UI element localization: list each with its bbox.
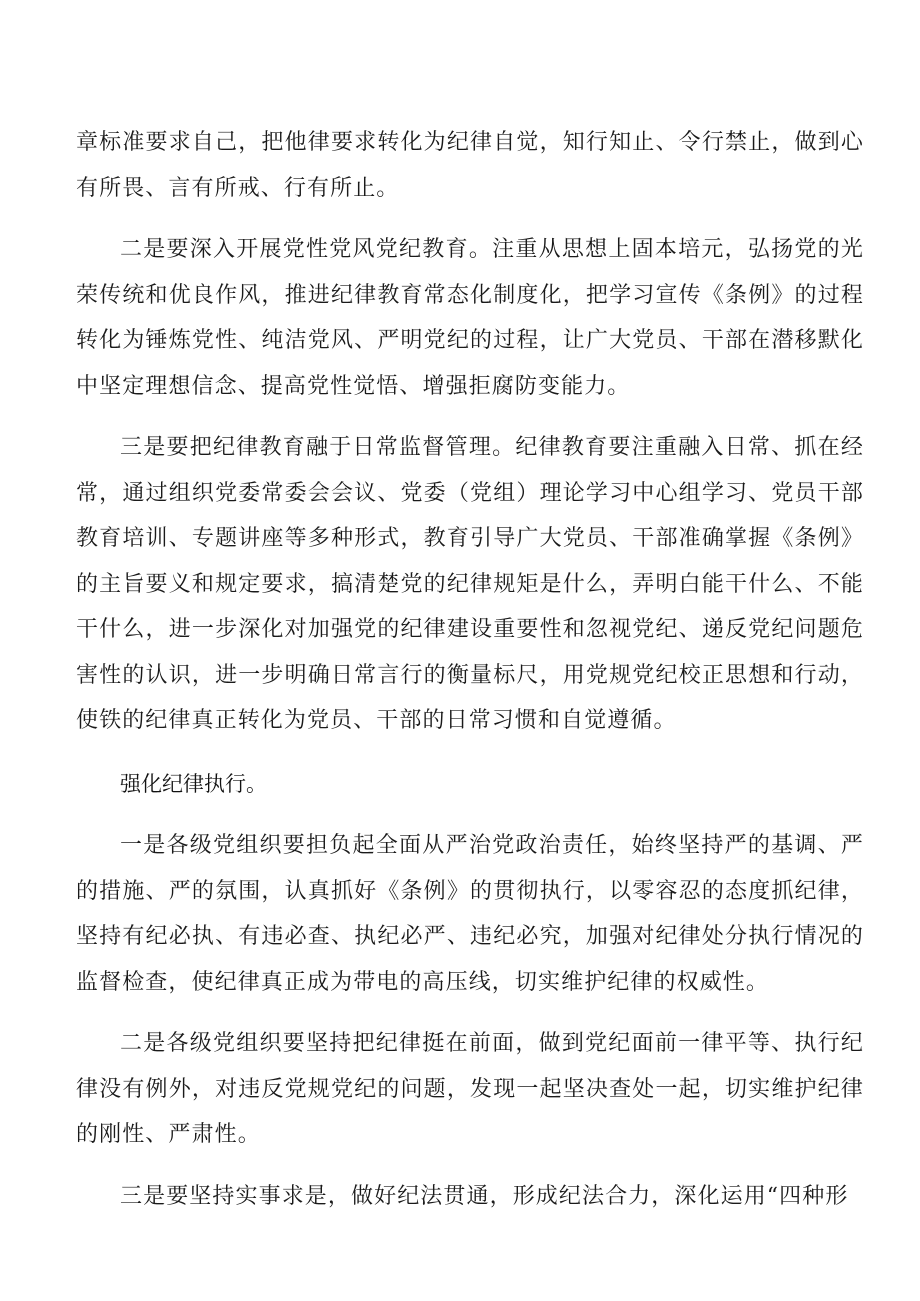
paragraph-discipline-first: 二是各级党组织要坚持把纪律挺在前面，做到党纪面前一律平等、执行纪律没有例外，对违反党规党纪的问题，发现一起坚决查处一起，切实维护纪律的刚性、严肃性。 <box>76 1031 864 1147</box>
paragraph-seek-truth: 三是要坚持实事求是，做好纪法贯通，形成纪法合力，深化运用“四种形 <box>120 1183 849 1209</box>
section-heading: 强化纪律执行。 <box>120 771 267 796</box>
paragraph-daily-supervision: 三是要把纪律教育融于日常监督管理。纪律教育要注重融入日常、抓在经常，通过组织党委常委会会议、党委（党组）理论学习中心组学习、党员干部教育培训、专题讲座等多种形式，教育引导广大党员、干部准确掌握《条例》的主旨要义和规定要求，搞清楚党的纪律规矩是什么，弄明白能干什么、不能干什么，进一步深化对加强党的纪律建设重要性和忽视党纪、递反党纪问题危害性的认识，进一步明确日常言行的衡量标尺，用党规党纪校正思想和行动，使铁的纪律真正转化为党员、干部的日常习惯和自觉遵循。 <box>76 435 864 733</box>
paragraph-continuation: 章标准要求自己，把他律要求转化为纪律自觉，知行知止、令行禁止，做到心有所畏、言有所戒、行有所止。 <box>76 130 864 201</box>
paragraph-party-education: 二是要深入开展党性党风党纪教育。注重从思想上固本培元，弘扬党的光荣传统和优良作风，推进纪律教育常态化制度化，把学习宣传《条例》的过程转化为锤炼党性、纯洁党风、严明党纪的过程，让广大党员、干部在潜移默化中坚定理想信念、提高党性觉悟、增强拒腐防变能力。 <box>76 237 864 399</box>
document-body <box>76 120 864 1235</box>
paragraph-responsibility: 一是各级党组织要担负起全面从严治党政治责任，始终坚持严的基调、严的措施、严的氛围，认真抓好《条例》的贯彻执行，以零容忍的态度抓纪律，坚持有纪必执、有违必查、执纪必严、违纪必究，加强对纪律处分执行情况的监督检查，使纪律真正成为带电的高压线，切实维护纪律的权威性。 <box>76 833 864 995</box>
